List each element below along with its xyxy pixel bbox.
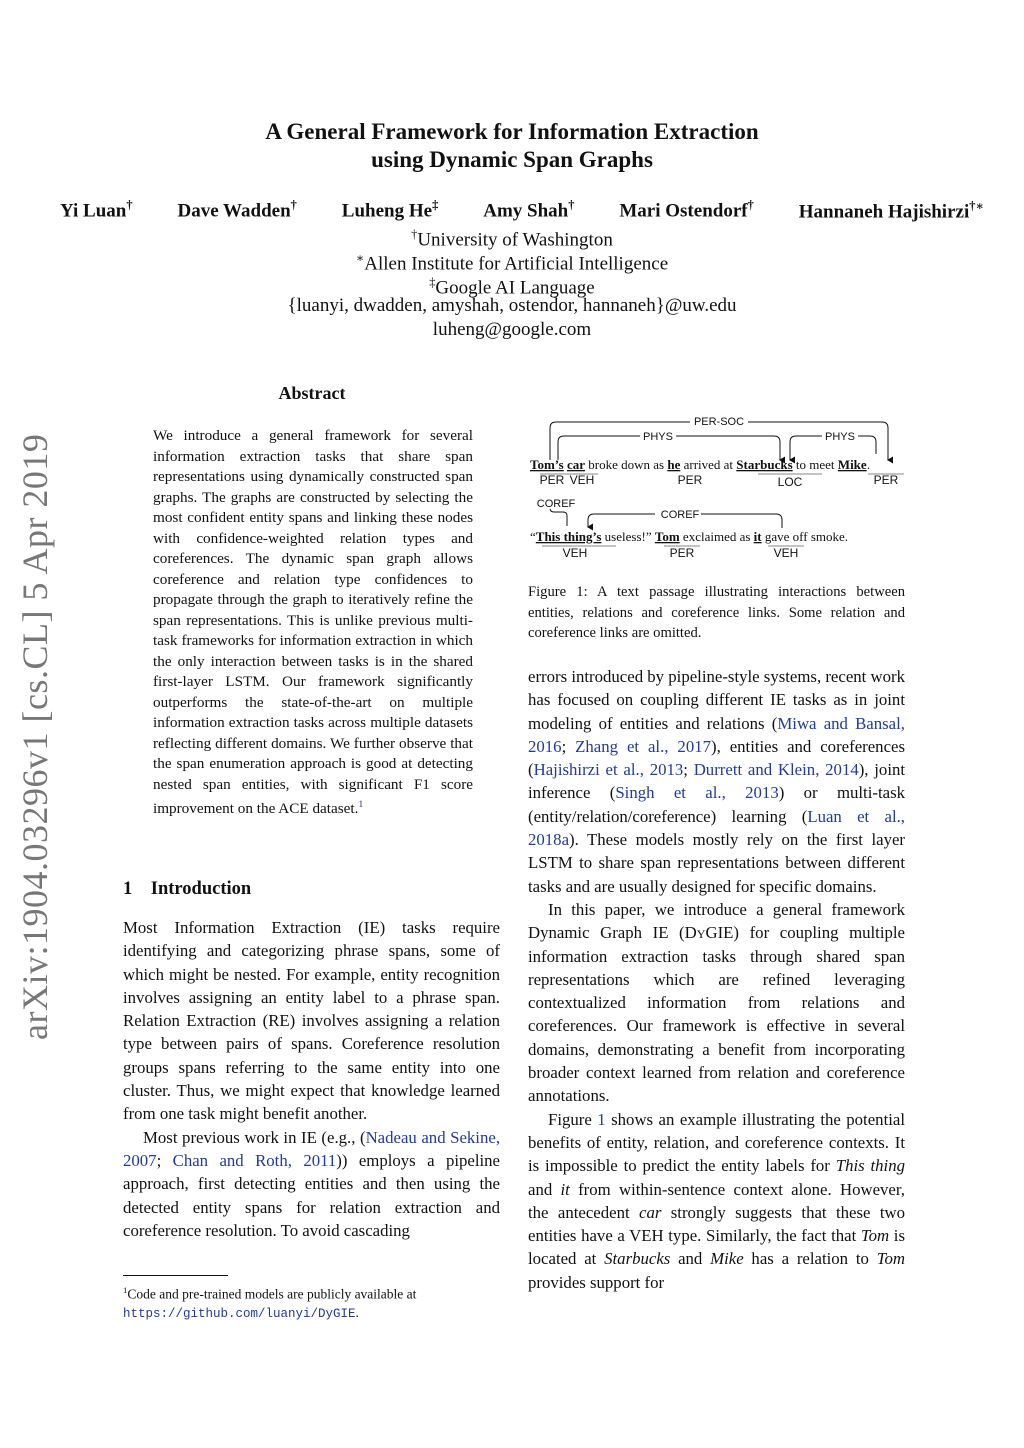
arc-label: COREF xyxy=(660,509,700,521)
title-line-1: A General Framework for Information Extraction xyxy=(265,119,759,144)
abstract-body: We introduce a general framework for several information extraction tasks that share span representations using dynamically constructed span graphs. The graphs are constructed by selecting the most confident entity spans and linking these nodes with confidence-weighted relation types and coreferences. The dynamic span graph allows coreference and relation type confidences to propagate through the graph to iteratively refine the span representations. This is unlike previous multi-task frameworks for information extraction in which the only interaction between tasks is in the shared first-layer LSTM. Our framework significantly outperforms the state-of-the-art on multiple information extraction tasks across multiple datasets reflecting different domains. We further observe that the span enumeration approach is good at detecting nested span entities, with significant F1 score improvement on the ACE dataset.$^1$ xyxy=(153,427,473,818)
entity-tag: PER xyxy=(677,473,703,487)
paragraph: Figure 1 shows an example illustrating the potential benefits of entity, relation, and coreference contexts. It is impossible to predict the entity labels for This thing and it from within-sentence context alone. However, the antecedent car strongly suggests that these two entities have a VEH type. Similarly, the fact that Tom is located at Starbucks and Mike has a relation to Tom provides support for xyxy=(528,1109,905,1292)
figure-1-diagram xyxy=(520,408,915,573)
footnote-link[interactable]: 1 xyxy=(358,799,364,810)
citation-link[interactable]: Nadeau and Sekine, 2007 xyxy=(123,1127,501,1170)
example-sentence-2: “This thing’s useless!” Tom exclaimed as it gave off smoke. xyxy=(530,529,849,544)
affiliation: ∗Allen Institute for Artificial Intelligence xyxy=(355,251,669,275)
paper-title xyxy=(0,118,1024,174)
figure-reference-link[interactable]: 1 xyxy=(597,1109,606,1129)
arc-label: PHYS xyxy=(825,431,855,443)
email-line: {luanyi, dwadden, amyshah, ostendor, hannaneh}@uw.edu xyxy=(287,295,737,316)
author-list xyxy=(60,198,984,223)
section-heading: 1 Introduction xyxy=(123,879,252,899)
citation-link[interactable]: Durrett and Klein, 2014 xyxy=(693,760,859,780)
citation-link[interactable]: Miwa and Bansal, 2016 xyxy=(528,713,905,756)
paragraph: Most Information Extraction (IE) tasks require identifying and categorizing phrase spans, some of which might be nested. For example, entity recognition involves assigning an entity label to a phrase span. Relation Extraction (RE) involves assigning a relation type between pairs of spans. Coreference resolution groups spans referring to the same entity into one cluster. Thus, we might expect that knowledge learned from one task might benefit another. xyxy=(123,918,500,1124)
affiliation: ‡Google AI Language xyxy=(429,275,595,299)
example-sentence-1: Tom’s car broke down as he arrived at Starbucks to meet Mike. xyxy=(530,457,870,472)
footnote: $^1$Code and pre-trained models are publicly available at https://github.com/luanyi/DyGIE. xyxy=(123,1285,417,1321)
entity-tag: VEH xyxy=(569,473,595,487)
author: Mari Ostendorf† xyxy=(619,198,754,222)
arc-label: PER-SOC xyxy=(693,416,745,428)
figure-caption: Figure 1: A text passage illustrating interactions between entities, relations and coreference links. Some relation and coreference links are omitted. xyxy=(528,584,905,641)
arc-label: PHYS xyxy=(643,431,673,443)
author: Luheng He‡ xyxy=(341,198,439,222)
author: Hannaneh Hajishirzi†∗ xyxy=(798,199,984,223)
citation-link[interactable]: Luan et al., 2018a xyxy=(528,806,905,850)
entity-tag: VEH xyxy=(562,546,588,560)
author: Amy Shah† xyxy=(483,198,575,222)
email-line: luheng@google.com xyxy=(432,319,592,340)
footnote-rule xyxy=(123,1275,228,1276)
citation-link[interactable]: Chan and Roth, 2011 xyxy=(172,1150,337,1170)
arxiv-identifier: arXiv:1904.03296v1 [cs.CL] 5 Apr 2019 xyxy=(15,433,55,1040)
entity-tag: VEH xyxy=(773,546,799,560)
right-column-text xyxy=(528,665,905,1294)
entity-tag: PER xyxy=(539,473,565,487)
paragraph: Most previous work in IE (e.g., (Nadeau and Sekine, 2007; Chan and Roth, 2011)) employs a pipeline approach, first detecting entities and then using the detected entity spans for relation extraction and coreference resolution. To avoid cascading xyxy=(123,1127,501,1240)
title-line-2: using Dynamic Span Graphs xyxy=(371,147,653,172)
entity-tag: LOC xyxy=(777,475,803,489)
arc-label: COREF xyxy=(536,498,576,510)
citation-link[interactable]: Zhang et al., 2017 xyxy=(575,736,711,756)
entity-tag: PER xyxy=(873,473,899,487)
github-link[interactable]: https://github.com/luanyi/DyGIE xyxy=(123,1306,356,1321)
affiliation: †University of Washington xyxy=(411,227,613,251)
abstract-heading: Abstract xyxy=(278,383,346,403)
paragraph: In this paper, we introduce a general framework Dynamic Graph IE (DyGIE) for coupling multiple information extraction tasks through shared span representations which are refined leveraging contextualized information from relations and coreferences. Our framework is effective in several domains, demonstrating a benefit from incorporating broader context learned from relation and coreference annotations. xyxy=(528,899,905,1106)
author: Yi Luan† xyxy=(60,198,133,222)
left-column-text xyxy=(123,916,500,1242)
citation-link[interactable]: Singh et al., 2013 xyxy=(615,783,779,803)
citation-link[interactable]: Hajishirzi et al., 2013 xyxy=(533,760,684,780)
entity-tag: PER xyxy=(669,546,695,560)
author: Dave Wadden† xyxy=(177,198,297,222)
paragraph: errors introduced by pipeline-style systems, recent work has focused on coupling different IE tasks as in joint modeling of entities and relations (Miwa and Bansal, 2016; Zhang et al., 2017), entities and coreferences (Hajishirzi et al., 2013; Durrett and Klein, 2014), joint inference (Singh et al., 2013) or multi-task (entity/relation/coreference) learning (Luan et al., 2018a). These models mostly rely on the first layer LSTM to share span representations between different tasks and are usually designed for specific domains. xyxy=(528,667,906,896)
